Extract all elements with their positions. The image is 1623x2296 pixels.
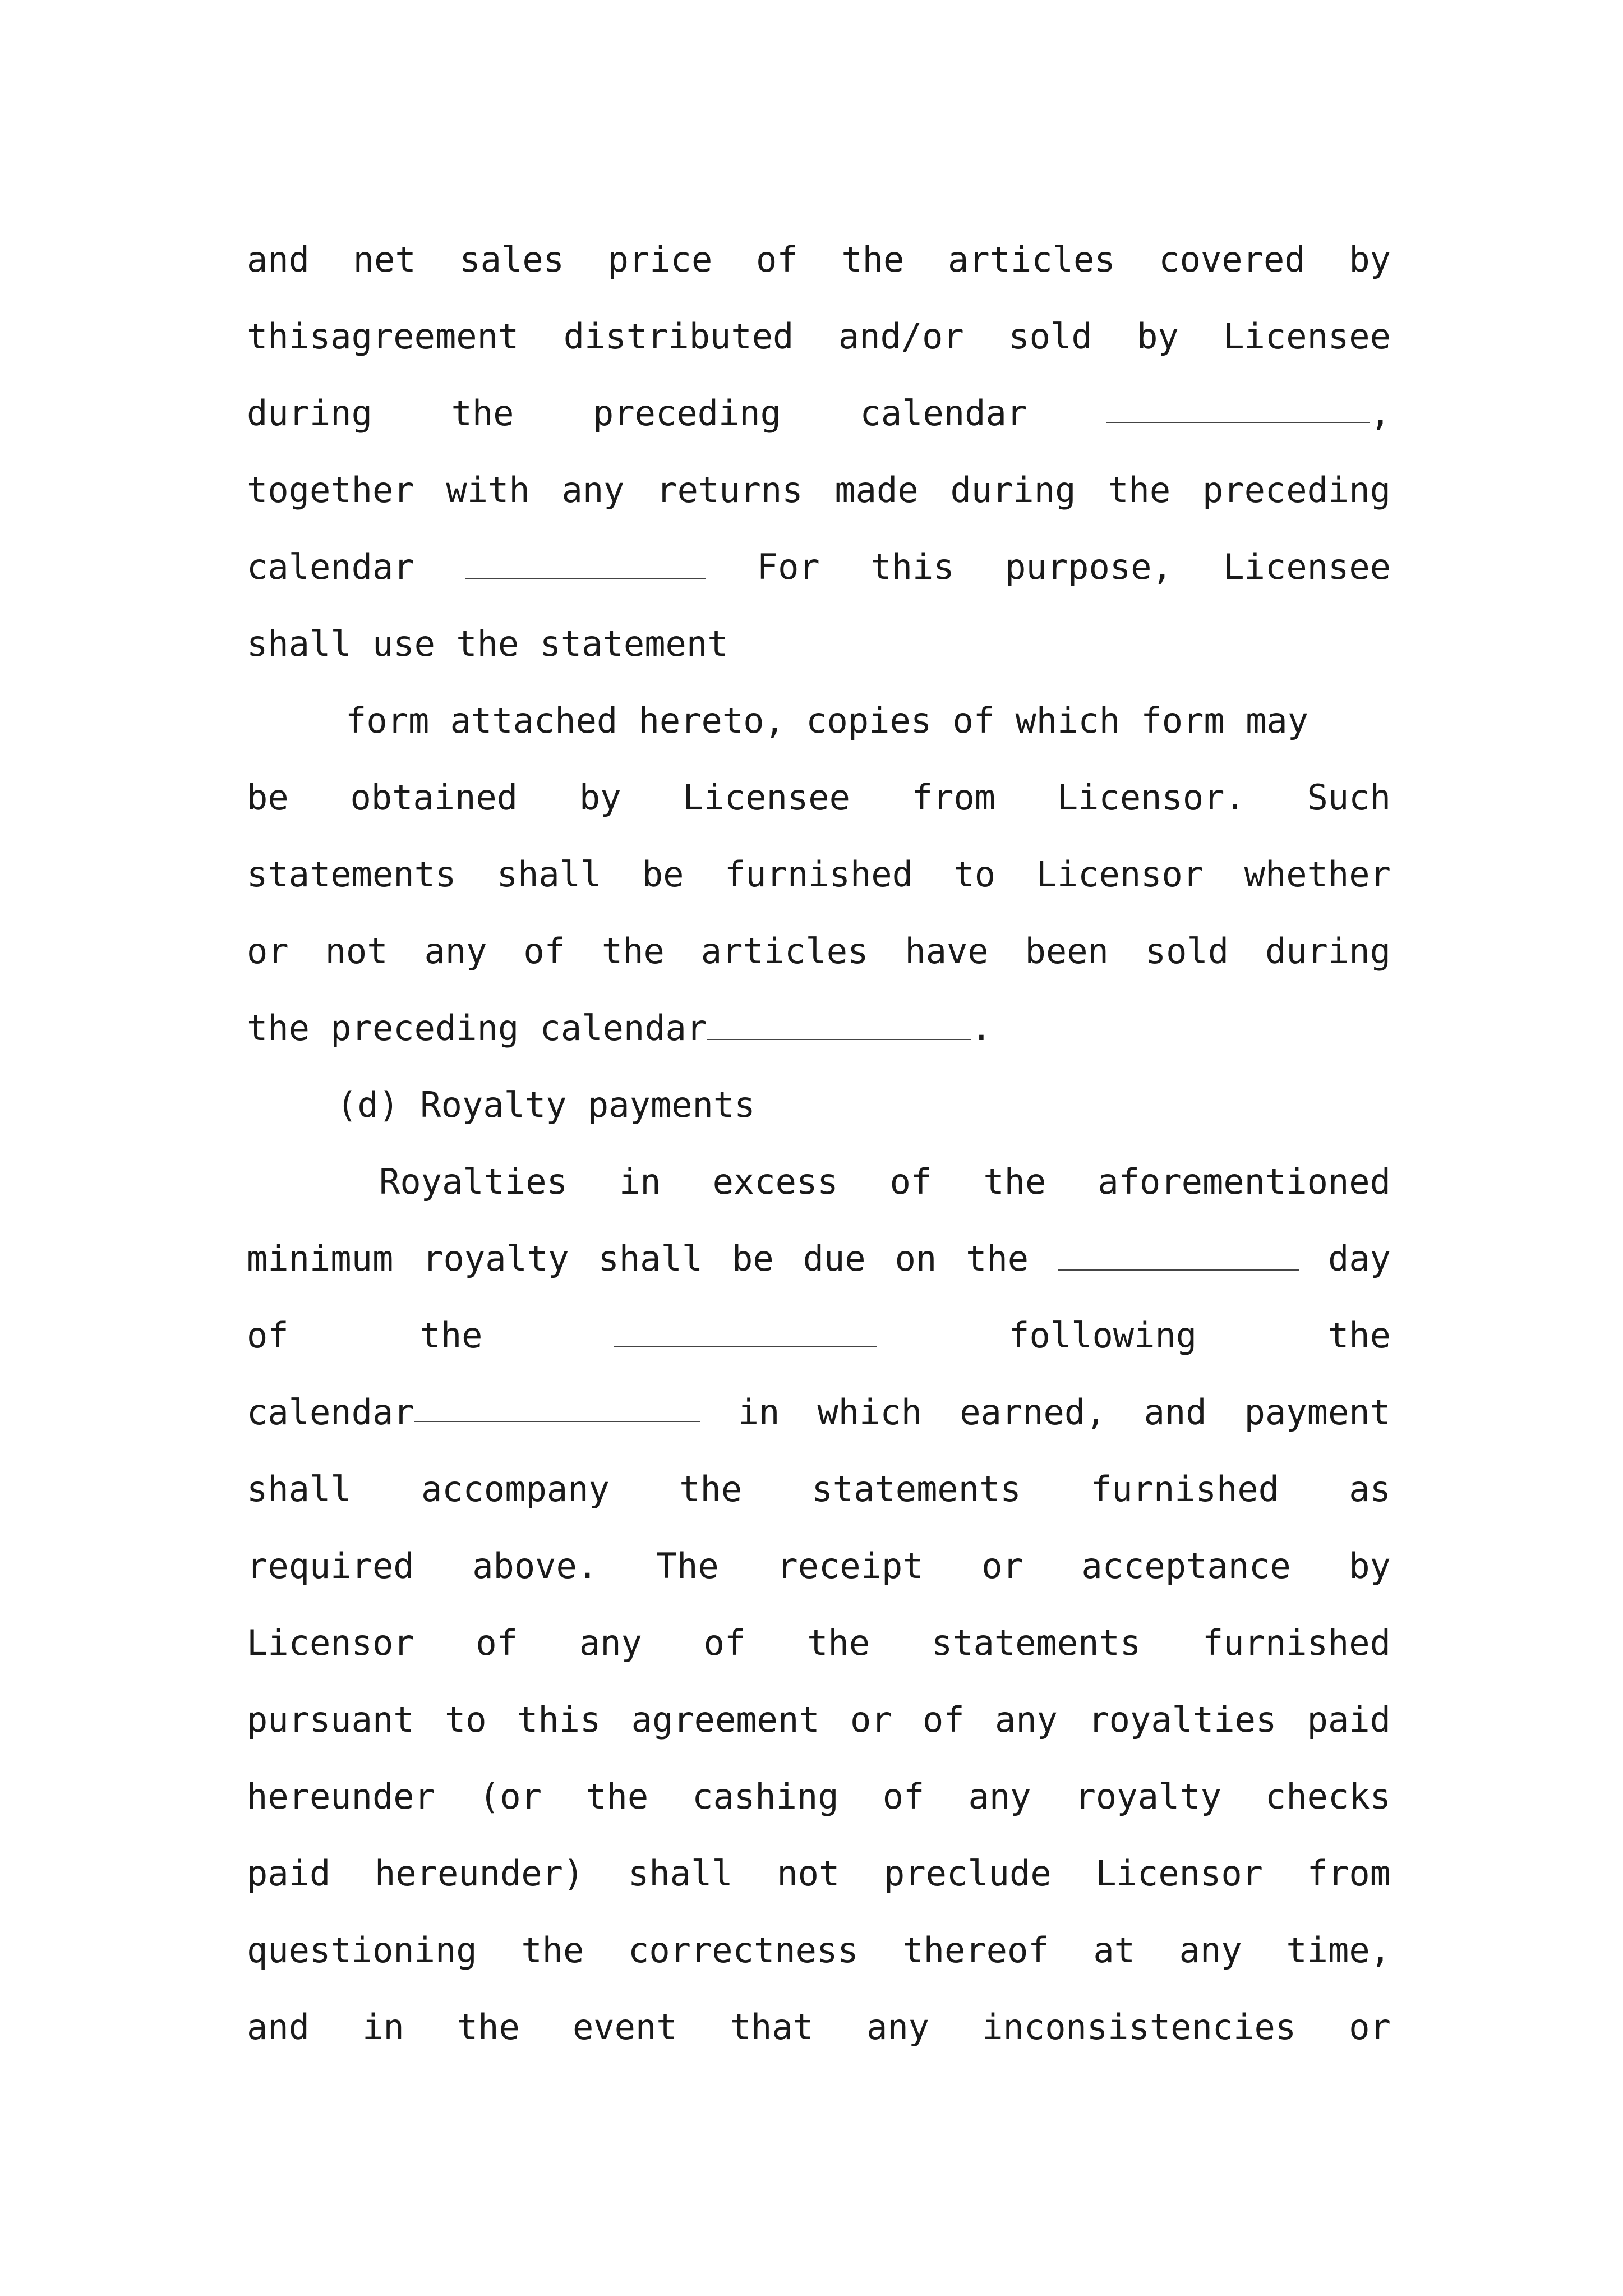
word: royalties (1088, 1699, 1277, 1740)
word: the (521, 1930, 584, 1971)
word: during (950, 470, 1076, 510)
word: The (656, 1545, 719, 1586)
text-line (247, 1220, 1391, 1297)
word: event (572, 2007, 677, 2047)
word: articles (700, 931, 869, 972)
fill-in-blank (614, 1312, 877, 1347)
word: of (756, 239, 798, 280)
section-heading (247, 1066, 1391, 1143)
word: the (1327, 1315, 1391, 1356)
word: be (732, 1238, 774, 1279)
word: any (866, 2007, 930, 2047)
word-with-blank (247, 1374, 700, 1451)
word: by (1349, 239, 1391, 280)
word: shall (628, 1853, 733, 1894)
word: which (817, 1392, 923, 1433)
word: or (247, 931, 289, 972)
word: on (895, 1238, 937, 1279)
text-line (247, 682, 1391, 759)
punctuation: . (971, 1007, 992, 1048)
line-text: shall use the statement (247, 623, 728, 664)
word: furnished (1202, 1622, 1391, 1663)
text-line (247, 452, 1391, 528)
word: Licensee (1223, 546, 1391, 587)
word: following (1008, 1315, 1197, 1356)
word: shall (598, 1238, 703, 1279)
word: royalty (422, 1238, 569, 1279)
word: of (882, 1776, 925, 1817)
word: this (870, 546, 955, 587)
word: hereunder) (375, 1853, 584, 1894)
word: statements (931, 1622, 1141, 1663)
punctuation: , (1370, 393, 1391, 434)
word: not (325, 931, 388, 972)
text-line (247, 1835, 1391, 1912)
word: above. (472, 1545, 598, 1586)
word: by (1349, 1545, 1391, 1586)
word: Licensor (247, 1622, 414, 1663)
word: together (247, 470, 414, 510)
word: Licensor (1036, 854, 1204, 895)
text-line (247, 1681, 1391, 1758)
word: furnished (1091, 1469, 1279, 1510)
word: any (424, 931, 487, 972)
word: accompany (421, 1469, 610, 1510)
word: have (905, 931, 989, 972)
word: paid (1307, 1699, 1391, 1740)
word: by (1137, 316, 1179, 357)
word: during (1265, 931, 1391, 972)
word: in (619, 1161, 661, 1202)
word: calendar (860, 393, 1028, 434)
word: and (1144, 1392, 1207, 1433)
word: of (923, 1699, 965, 1740)
word: receipt (777, 1545, 924, 1586)
word: minimum (247, 1238, 394, 1279)
word: correctness (628, 1930, 859, 1971)
text-line (247, 990, 1391, 1066)
word: sales (459, 239, 564, 280)
heading-text: (d) Royalty payments (336, 1084, 755, 1125)
word: thisagreement (247, 316, 519, 357)
fill-in-blank (465, 543, 706, 579)
word: not (777, 1853, 840, 1894)
word: aforementioned (1098, 1161, 1391, 1202)
word: acceptance (1081, 1545, 1291, 1586)
word: of (703, 1622, 746, 1663)
word: day (1328, 1238, 1391, 1279)
text-line (247, 1451, 1391, 1527)
text-line (247, 1604, 1391, 1681)
word: be (642, 854, 684, 895)
word: excess (712, 1161, 838, 1202)
word: the (983, 1161, 1046, 1202)
line-text: the preceding calendar (247, 1007, 708, 1048)
word: as (1349, 1469, 1391, 1510)
word: returns (656, 470, 803, 510)
word: inconsistencies (982, 2007, 1297, 2047)
blank-with-comma (1106, 375, 1391, 452)
word: at (1093, 1930, 1135, 1971)
word: required (247, 1545, 414, 1586)
word: with (446, 470, 530, 510)
word: calendar (247, 1392, 414, 1433)
word: the (457, 2007, 520, 2047)
word: sold (1145, 931, 1229, 972)
word: time, (1286, 1930, 1391, 1971)
word: Licensor. (1057, 777, 1246, 818)
word: the (966, 1238, 1029, 1279)
word: furnished (724, 854, 913, 895)
text-line (247, 605, 1391, 682)
word: Licensee (1223, 316, 1391, 357)
word: Licensor (1095, 1853, 1263, 1894)
word: made (834, 470, 919, 510)
word: shall (496, 854, 602, 895)
fill-in-blank (707, 1004, 971, 1040)
word: the (1108, 470, 1171, 510)
word: the (419, 1315, 483, 1356)
text-line (247, 1758, 1391, 1835)
word: whether (1244, 854, 1391, 895)
text-line (247, 375, 1391, 452)
word: sold (1008, 316, 1092, 357)
word: any (995, 1699, 1058, 1740)
text-line (247, 759, 1391, 836)
word: or (850, 1699, 892, 1740)
word: pursuant (247, 1699, 414, 1740)
word: Licensee (683, 777, 850, 818)
word: calendar (247, 546, 414, 587)
document-body (247, 221, 1391, 2065)
word: statements (811, 1469, 1021, 1510)
word: to (953, 854, 996, 895)
fill-in-blank (1058, 1235, 1299, 1271)
word: be (247, 777, 289, 818)
text-line (247, 1527, 1391, 1604)
line-text: form attached hereto, copies of which form may (345, 700, 1309, 741)
text-line (247, 298, 1391, 375)
word: in (362, 2007, 404, 2047)
word: (or (479, 1776, 542, 1817)
word: of (523, 931, 565, 972)
text-line (247, 221, 1391, 298)
word: of (889, 1161, 932, 1202)
word: any (968, 1776, 1031, 1817)
word: of (476, 1622, 518, 1663)
word: any (561, 470, 625, 510)
word: or (1349, 2007, 1391, 2047)
text-line (247, 1989, 1391, 2065)
word: preclude (884, 1853, 1052, 1894)
word: that (730, 2007, 814, 2047)
word: and (247, 239, 310, 280)
word: due (803, 1238, 866, 1279)
text-line (247, 1297, 1391, 1374)
word: from (911, 777, 996, 818)
word: net (353, 239, 416, 280)
word: and/or (838, 316, 964, 357)
word: questioning (247, 1930, 477, 1971)
word: articles (948, 239, 1115, 280)
word: paid (247, 1853, 331, 1894)
word: thereof (902, 1930, 1049, 1971)
word: the (451, 393, 514, 434)
word: this (517, 1699, 601, 1740)
text-line (247, 1912, 1391, 1989)
word: been (1025, 931, 1109, 972)
word: payment (1244, 1392, 1391, 1433)
text-line (247, 836, 1391, 913)
word: to (444, 1699, 487, 1740)
word: and (247, 2007, 310, 2047)
word: the (601, 931, 665, 972)
word: hereunder (247, 1776, 435, 1817)
word: agreement (631, 1699, 820, 1740)
word: Royalties (379, 1161, 568, 1202)
word: the (679, 1469, 743, 1510)
word: obtained (350, 777, 518, 818)
word: shall (247, 1469, 352, 1510)
text-line (247, 913, 1391, 990)
word: statements (247, 854, 457, 895)
word: or (981, 1545, 1023, 1586)
word: covered (1159, 239, 1306, 280)
word: from (1307, 1853, 1391, 1894)
word: of (247, 1315, 289, 1356)
text-line (247, 528, 1391, 605)
word: preceding (1202, 470, 1391, 510)
word: For (757, 546, 820, 587)
word: by (579, 777, 621, 818)
text-line (247, 1143, 1391, 1220)
word: cashing (692, 1776, 839, 1817)
fill-in-blank (414, 1386, 700, 1422)
word: any (1179, 1930, 1242, 1971)
word: the (841, 239, 905, 280)
word: Such (1307, 777, 1391, 818)
word: distributed (563, 316, 794, 357)
word: during (247, 393, 372, 434)
word: purpose, (1005, 546, 1173, 587)
word: earned, (960, 1392, 1106, 1433)
word: any (579, 1622, 642, 1663)
word: the (807, 1622, 870, 1663)
word: in (737, 1392, 780, 1433)
word: price (607, 239, 713, 280)
fill-in-blank (1106, 387, 1370, 423)
word: checks (1265, 1776, 1391, 1817)
text-line (247, 1374, 1391, 1451)
word: royalty (1075, 1776, 1221, 1817)
word: the (585, 1776, 649, 1817)
word: preceding (593, 393, 781, 434)
